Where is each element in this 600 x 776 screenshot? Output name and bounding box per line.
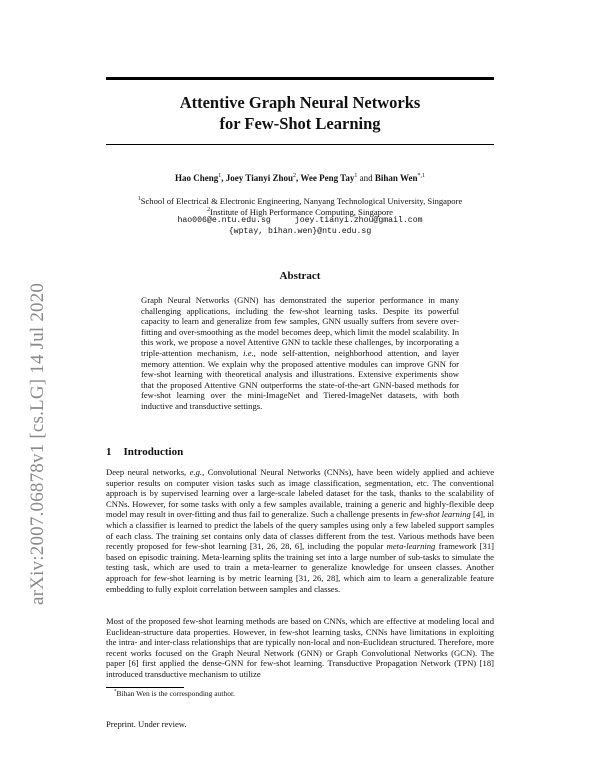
author-list <box>90 173 510 183</box>
section-title: Introduction <box>123 446 184 458</box>
affiliation-text: School of Electrical & Electronic Engineering, Nanyang Technological University, Singapore <box>140 195 463 206</box>
affiliation-text: Institute of High Performance Computing, Singapore <box>210 206 393 217</box>
author-name: Wee Peng Tay <box>300 173 355 183</box>
author-affiliation-mark: 2 <box>293 173 296 179</box>
paragraph-emphasis: e.g., <box>189 467 205 477</box>
author-affiliation-mark: *,1 <box>417 173 425 179</box>
abstract-emphasis: i.e., <box>243 347 256 358</box>
section-heading <box>106 446 183 458</box>
arxiv-identifier: arXiv:2007.06878v1 [cs.LG] 14 Jul 2020 <box>27 282 48 605</box>
author-name: Joey Tianyi Zhou <box>225 173 293 183</box>
intro-paragraph-1 <box>106 467 494 594</box>
email-link[interactable]: hao006@e.ntu.edu.sg <box>177 216 271 225</box>
abstract-text: Graph Neural Networks (GNN) has demonstrated the superior performance in many challenging applications, including the few-shot learning tasks. Despite its powerful capacity to learn and generalize from few samples, GNN usually suffers from severe over-fitting and over-smoothing as the model becomes deep, which limit the model scalability. In this work, we propose a novel Attentive GNN to tackle these challenges, by incorporating a triple-attention mechanism, <box>141 295 459 358</box>
section-number: 1 <box>106 446 112 458</box>
paragraph-emphasis: meta-learning <box>386 541 436 552</box>
footnote-text: Bihan Wen is the corresponding author. <box>116 689 235 698</box>
author-separator: and <box>357 173 375 183</box>
affiliation-mark: 2 <box>207 207 211 213</box>
preprint-notice: Preprint. Under review. <box>106 719 187 729</box>
intro-paragraph-2: Most of the proposed few-shot learning methods are based on CNNs, which are effective at modeling local and Euclidean-structure data properties. However, in few-shot learning tasks, CNNs have limitations in exploiting the intra- and inter-class relationships that are typically non-local and non-Euclidean structured. Therefore, more recent works focused on the Graph Neural Network (GNN) or Graph Convolutional Networks (GCN). The paper [6] first applied the dense-GNN for few-shot learning. Transductive Propagation Network (TPN) [18] introduced transductive mechanism to utilize <box>106 616 494 679</box>
abstract-text: node self-attention, neighborhood attention, and layer memory attention. We explain why the proposed attentive modules can improve GNN for few-shot learning with theoretical analysis and illustrations. Extensive experiments show that the proposed Attentive GNN outperforms the state-of-the-art GNN-based methods for few-shot learning over the mini-ImageNet and Tiered-ImageNet datasets, with both inductive and transductive settings. <box>141 347 459 411</box>
affiliation-mark: 1 <box>137 196 141 202</box>
paragraph-text: [4], in which a classifier is learned to predict the labels of the query samples using only a few labeled support samples of each class. The training set contains only data of classes different from the test. Various methods have been recently proposed for few-shot learning [31, 26, 28, 6], including the popular <box>106 509 494 552</box>
abstract-body <box>141 295 459 412</box>
title-top-rule <box>106 77 494 80</box>
author-name: Bihan Wen <box>374 173 418 183</box>
email-link[interactable]: {wptay, bihan.wen}@ntu.edu.sg <box>228 227 372 236</box>
paragraph-emphasis: few-shot learning <box>410 509 471 520</box>
paragraph-text: framework [31] based on episodic training. Meta-learning splits the training set into a large number of sub-tasks to simulate the testing task, which are used to train a meta-learner to generalize knowledge for unseen classes. Another approach for few-shot learning is by metric learning [31, 26, 28], which aim to learn a generalizable feature embedding to fully exploit correlation between samples and classes. <box>106 541 494 594</box>
paragraph-text: Deep neural networks, <box>106 467 190 477</box>
paper-title <box>106 92 494 134</box>
footnote-mark: * <box>114 689 117 695</box>
author-name: Hao Cheng <box>175 173 219 183</box>
email-line-2 <box>90 227 510 238</box>
paper-title-line-1: Attentive Graph Neural Networks <box>179 93 421 112</box>
author-affiliation-mark: 1 <box>218 173 222 179</box>
author-separator: , <box>296 173 301 183</box>
abstract-heading: Abstract <box>279 270 321 282</box>
author-separator: , <box>221 173 226 183</box>
email-link[interactable]: joey.tianyi.zhou@gmail.com <box>294 216 423 225</box>
email-line-1 <box>90 216 510 227</box>
footnote-rule <box>106 687 184 688</box>
title-bottom-rule <box>106 144 494 145</box>
paper-title-line-2: for Few-Shot Learning <box>219 114 381 133</box>
footnote <box>114 689 235 698</box>
author-affiliation-mark: 1 <box>354 173 358 179</box>
paragraph-text: Convolutional Neural Networks (CNNs), have been widely applied and achieve superior results on computer vision tasks such as image classification, segmentation, etc. The conventional approach is by supervised learning over a large-scale labeled dataset for the task, thanks to the scalability of CNNs. However, for some tasks with only a few samples available, training a generic and highly-flexible deep model may result in over-fitting and thus fail to generalize. Such a challenge presents in <box>106 467 495 520</box>
